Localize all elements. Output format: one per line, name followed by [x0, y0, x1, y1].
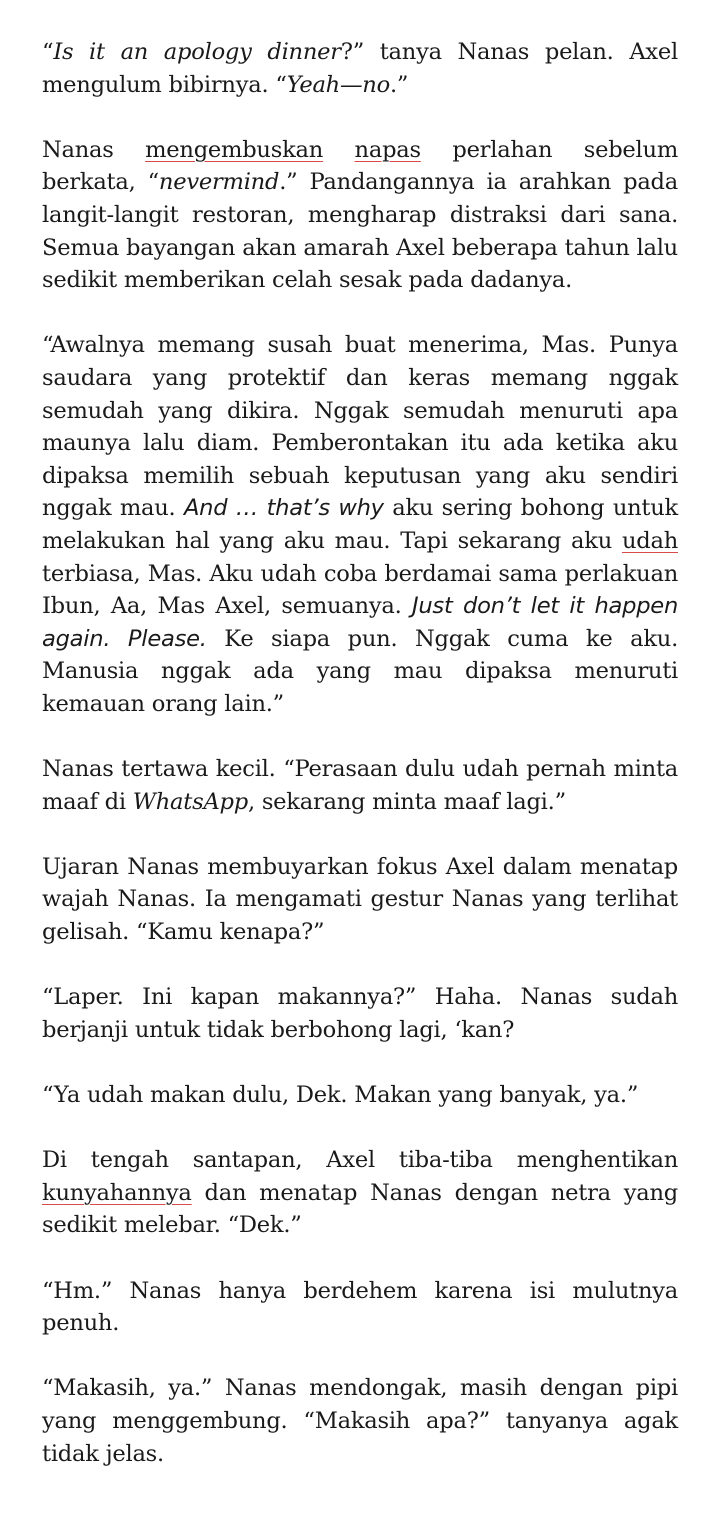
- spellcheck-underlined-word: napas: [354, 136, 421, 163]
- text-segment: “Laper. Ini kapan makannya?” Haha. Nanas sudah berjanji untuk tidak berbohong lagi, ‘kan?: [42, 984, 678, 1043]
- paragraph: [42, 1372, 678, 1470]
- document-page: [42, 36, 678, 1470]
- paragraph: [42, 1275, 678, 1340]
- text-segment: .” Pandangannya ia arahkan pada langit-langit restoran, mengharap distraksi dari sana. Semua bayangan akan amarah Axel beberapa tahun lalu sedikit memberikan celah sesak pada dadanya.: [42, 169, 678, 294]
- text-segment: Ke siapa pun. Nggak cuma ke aku. Manusia nggak ada yang mau dipaksa menuruti kemauan orang lain.”: [42, 625, 678, 717]
- italic-text: Yeah—no: [286, 71, 390, 98]
- text-segment: , sekarang minta maaf lagi.”: [247, 788, 566, 815]
- text-segment: ?” tanya Nanas pelan. Axel mengulum bibirnya. “: [42, 39, 678, 98]
- paragraph: [42, 851, 678, 949]
- text-segment: terbiasa, Mas. Aku udah coba berdamai sama perlakuan Ibun, Aa, Mas Axel, semuanya.: [42, 560, 678, 620]
- text-segment: “: [42, 39, 54, 65]
- text-segment: “Ya udah makan dulu, Dek. Makan yang banyak, ya.”: [42, 1082, 639, 1108]
- italic-text: WhatsApp: [132, 788, 248, 815]
- italic-text: Is it an apology dinner: [53, 39, 341, 65]
- paragraph: [42, 981, 678, 1046]
- text-segment: [323, 137, 355, 163]
- paragraph: [42, 36, 678, 101]
- text-segment: “Makasih, ya.” Nanas mendongak, masih dengan pipi yang menggembung. “Makasih apa?” tanyanya agak tidak jelas.: [42, 1375, 678, 1467]
- paragraph: [42, 753, 678, 818]
- spellcheck-underlined-word: kunyahannya: [42, 1179, 192, 1206]
- paragraph: [42, 329, 678, 720]
- paragraph: [42, 1079, 678, 1112]
- italic-emphasis-text: Just don’t let it happen again. Please.: [42, 593, 679, 652]
- text-segment: “Awalnya memang susah buat menerima, Mas. Punya saudara yang protektif dan keras memang nggak semudah yang dikira. Nggak semudah menuruti apa maunya lalu diam. Pemberontakan itu ada ketika aku dipaksa memilih sebuah keputusan yang aku sendiri nggak mau.: [42, 332, 678, 522]
- text-segment: Di tengah santapan, Axel tiba-tiba menghentikan: [42, 1147, 678, 1174]
- text-segment: Ujaran Nanas membuyarkan fokus Axel dalam menatap wajah Nanas. Ia mengamati gestur Nanas yang terlihat gelisah. “Kamu kenapa?”: [42, 853, 678, 946]
- text-segment: aku sering bohong untuk melakukan hal yang aku mau. Tapi sekarang aku: [42, 495, 678, 554]
- text-segment: dan menatap Nanas dengan netra yang sedikit melebar. “Dek.”: [42, 1179, 678, 1239]
- text-segment: Nanas tertawa kecil. “Perasaan dulu udah pernah minta maaf di: [42, 756, 678, 815]
- spellcheck-underlined-word: mengembuskan: [145, 136, 324, 163]
- text-segment: perlahan sebelum berkata, “: [42, 136, 678, 196]
- paragraph: [42, 1144, 678, 1242]
- text-segment: Nanas: [42, 136, 146, 163]
- italic-text: nevermind: [158, 169, 280, 196]
- spellcheck-underlined-word: udah: [621, 527, 678, 554]
- text-segment: “Hm.” Nanas hanya berdehem karena isi mulutnya penuh.: [42, 1277, 678, 1337]
- italic-emphasis-text: And … that’s why: [183, 495, 384, 522]
- paragraph: [42, 134, 678, 297]
- text-segment: .”: [389, 71, 409, 98]
